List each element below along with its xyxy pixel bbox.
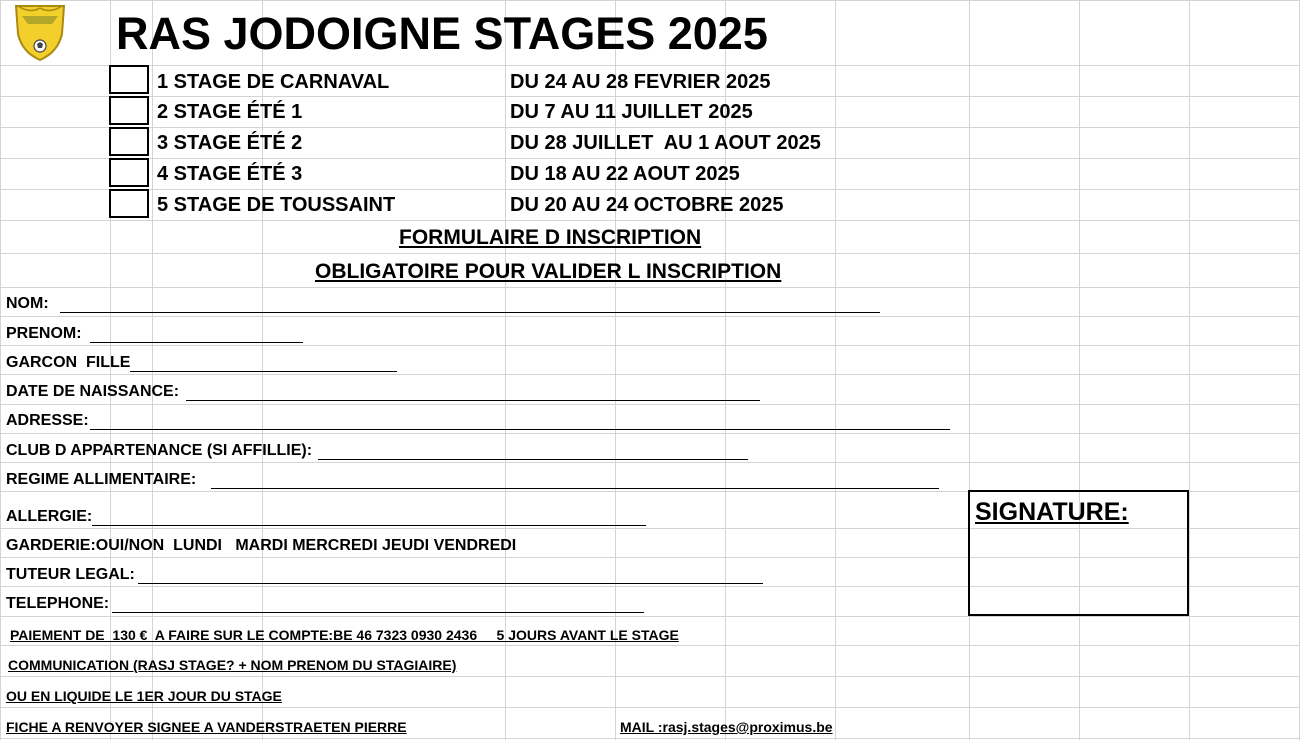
stage-5-dates: DU 20 AU 24 OCTOBRE 2025 bbox=[510, 194, 784, 216]
naissance-input-line[interactable] bbox=[186, 400, 760, 401]
nom-label: NOM: bbox=[6, 295, 49, 312]
mail-note: MAIL :rasj.stages@proximus.be bbox=[620, 719, 833, 735]
genre-input-line[interactable] bbox=[130, 371, 397, 372]
cash-note: OU EN LIQUIDE LE 1ER JOUR DU STAGE bbox=[6, 688, 282, 704]
stage-4-label: 4 STAGE ÉTÉ 3 bbox=[157, 163, 303, 185]
stage-1-label: 1 STAGE DE CARNAVAL bbox=[157, 71, 390, 93]
telephone-label: TELEPHONE: bbox=[6, 595, 110, 612]
stage-2-label: 2 STAGE ÉTÉ 1 bbox=[157, 101, 303, 123]
prenom-input-line[interactable] bbox=[90, 342, 303, 343]
tuteur-label: TUTEUR LEGAL: bbox=[6, 566, 135, 583]
club-label: CLUB D APPARTENANCE (SI AFFILLIE): bbox=[6, 442, 313, 459]
form-heading: FORMULAIRE D INSCRIPTION bbox=[399, 226, 702, 249]
prenom-label: PRENOM: bbox=[6, 325, 82, 342]
telephone-input-line[interactable] bbox=[112, 612, 644, 613]
stage-3-label: 3 STAGE ÉTÉ 2 bbox=[157, 132, 303, 154]
stage-1-checkbox[interactable] bbox=[109, 65, 149, 94]
stage-4-checkbox[interactable] bbox=[109, 158, 149, 187]
communication-note: COMMUNICATION (RASJ STAGE? + NOM PRENOM DU STAGIAIRE) bbox=[8, 657, 457, 673]
club-logo-icon bbox=[14, 2, 66, 62]
stage-2-dates: DU 7 AU 11 JUILLET 2025 bbox=[510, 101, 753, 123]
tuteur-input-line[interactable] bbox=[138, 583, 763, 584]
genre-label: GARCON FILLE bbox=[6, 354, 131, 371]
allergie-input-line[interactable] bbox=[92, 525, 646, 526]
page-title: RAS JODOIGNE STAGES 2025 bbox=[116, 8, 768, 59]
nom-input-line[interactable] bbox=[60, 312, 880, 313]
payment-note: PAIEMENT DE 130 € A FAIRE SUR LE COMPTE:BE 46 7323 0930 2436 5 JOURS AVANT LE STAGE bbox=[10, 627, 679, 643]
stage-4-dates: DU 18 AU 22 AOUT 2025 bbox=[510, 163, 740, 185]
stage-3-checkbox[interactable] bbox=[109, 127, 149, 156]
garderie-options[interactable]: GARDERIE:OUI/NON LUNDI MARDI MERCREDI JEUDI VENDREDI bbox=[6, 537, 517, 554]
stage-3-dates: DU 28 JUILLET AU 1 AOUT 2025 bbox=[510, 132, 821, 154]
adresse-input-line[interactable] bbox=[90, 429, 950, 430]
allergie-label: ALLERGIE: bbox=[6, 508, 93, 525]
stage-1-dates: DU 24 AU 28 FEVRIER 2025 bbox=[510, 71, 771, 93]
signature-label: SIGNATURE: bbox=[975, 498, 1129, 526]
stage-2-checkbox[interactable] bbox=[109, 96, 149, 125]
club-input-line[interactable] bbox=[318, 459, 748, 460]
naissance-label: DATE DE NAISSANCE: bbox=[6, 383, 180, 400]
stage-5-checkbox[interactable] bbox=[109, 189, 149, 218]
form-subheading: OBLIGATOIRE POUR VALIDER L INSCRIPTION bbox=[315, 260, 782, 283]
regime-input-line[interactable] bbox=[211, 488, 939, 489]
stage-5-label: 5 STAGE DE TOUSSAINT bbox=[157, 194, 396, 216]
regime-label: REGIME ALLIMENTAIRE: bbox=[6, 471, 197, 488]
return-note: FICHE A RENVOYER SIGNEE A VANDERSTRAETEN PIERRE bbox=[6, 719, 407, 735]
adresse-label: ADRESSE: bbox=[6, 412, 89, 429]
